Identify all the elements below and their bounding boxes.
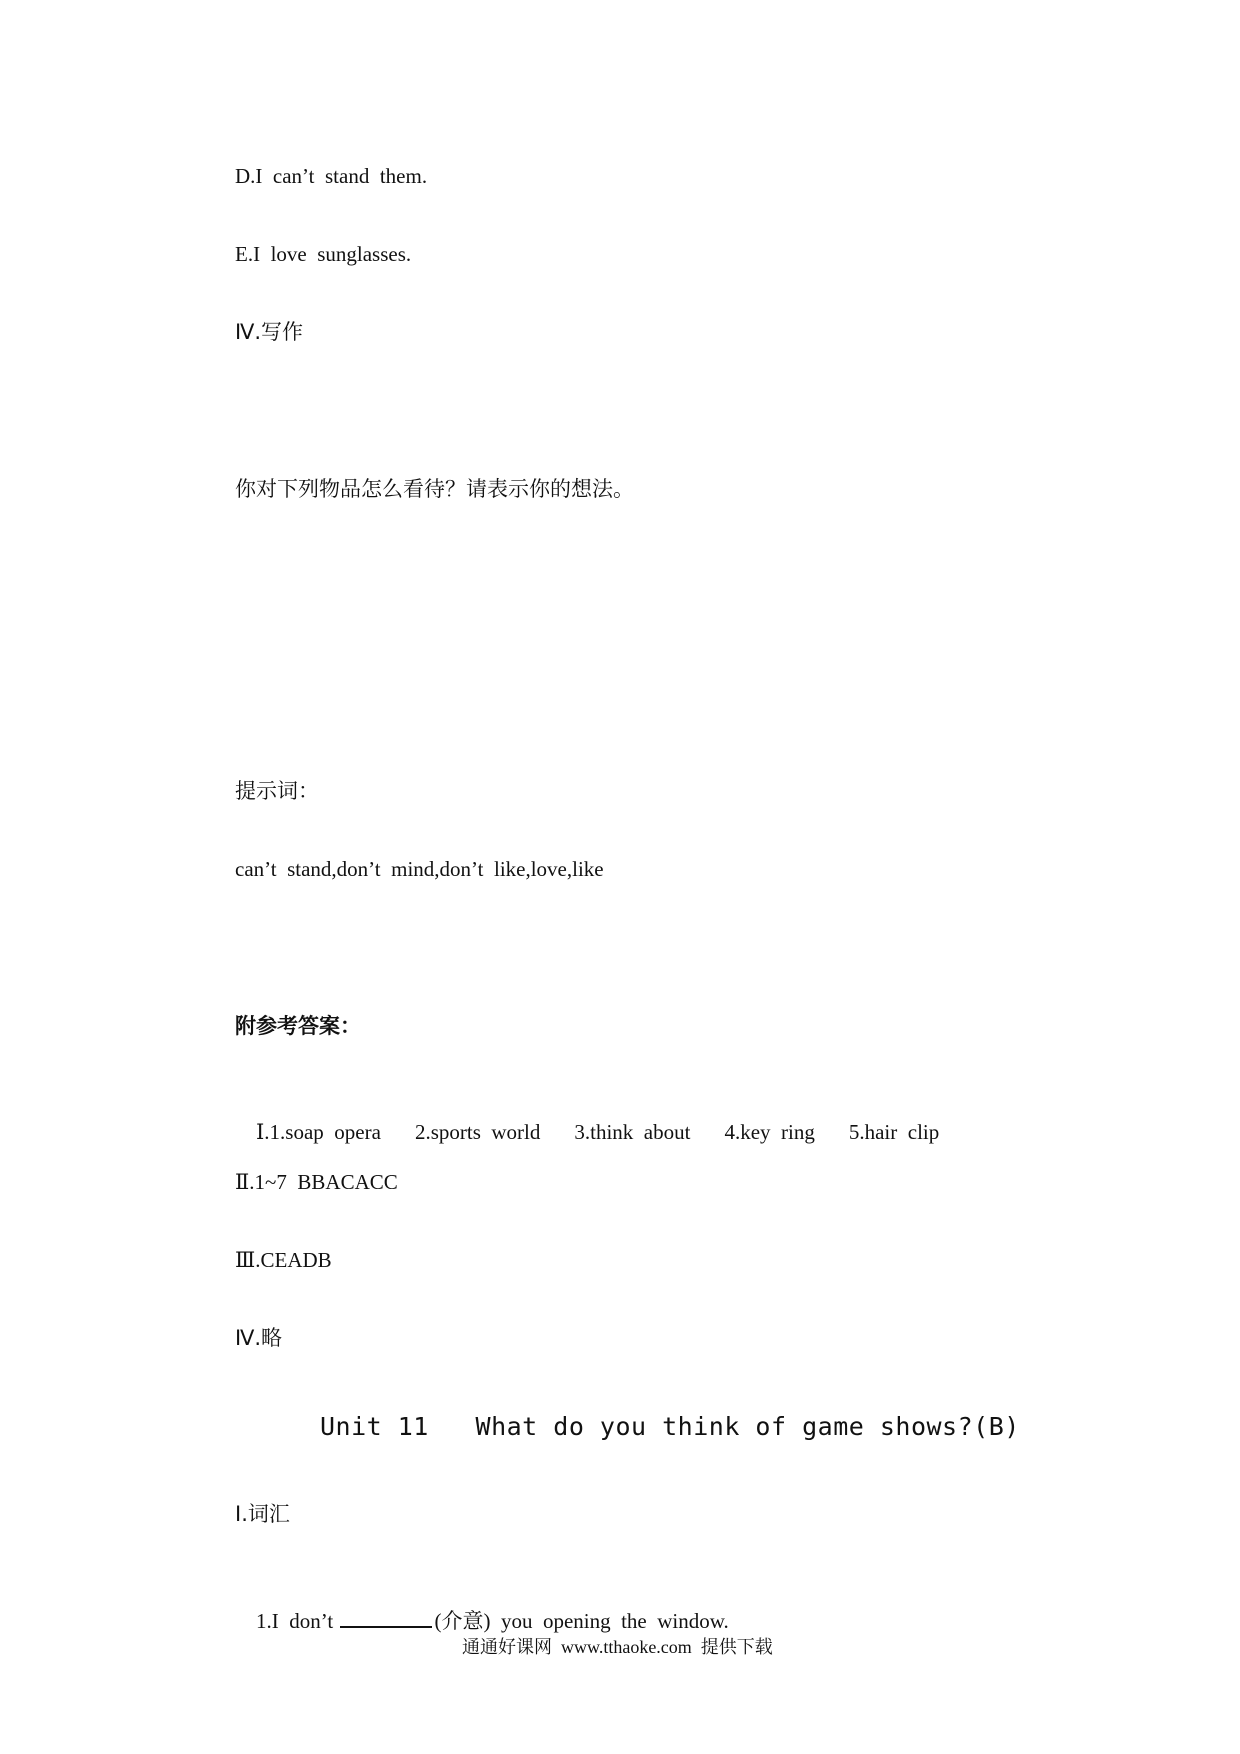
hint-label: 提示词： [235,779,319,803]
answers-part2: Ⅱ.1~7 BBACACC [235,1170,398,1194]
fill-in-blank [340,1606,432,1628]
writing-prompt: 你对下列物品怎么看待？请表示你的想法。 [235,477,634,501]
answer-item: Ⅰ.1.soap opera [256,1120,381,1144]
hint-words: can’t stand,don’t mind,don’t like,love,like [235,857,604,881]
answer-item: 3.think about [574,1120,691,1144]
answers-part1 [235,1090,939,1174]
answer-item: 2.sports world [414,1120,541,1144]
question-1-before: 1.I don’t [256,1609,339,1633]
question-1-after: (介意) you opening the window. [434,1609,729,1633]
answers-part4: Ⅳ.略 [235,1326,283,1350]
footer: 通通好课网 www.tthaoke.com 提供下载 [462,1637,773,1657]
section-writing-heading: Ⅳ.写作 [235,320,304,344]
answers-title: 附参考答案： [235,1014,361,1038]
answers-part3: Ⅲ.CEADB [235,1248,332,1272]
answer-item: 5.hair clip [848,1120,940,1144]
section-vocab-heading: Ⅰ.词汇 [235,1502,290,1526]
unit-heading: Unit 11 What do you think of game shows?(B) [320,1412,1020,1441]
option-d: D.I can’t stand them. [235,164,428,188]
answer-item: 4.key ring [724,1120,815,1144]
option-e: E.I love sunglasses. [235,242,412,266]
